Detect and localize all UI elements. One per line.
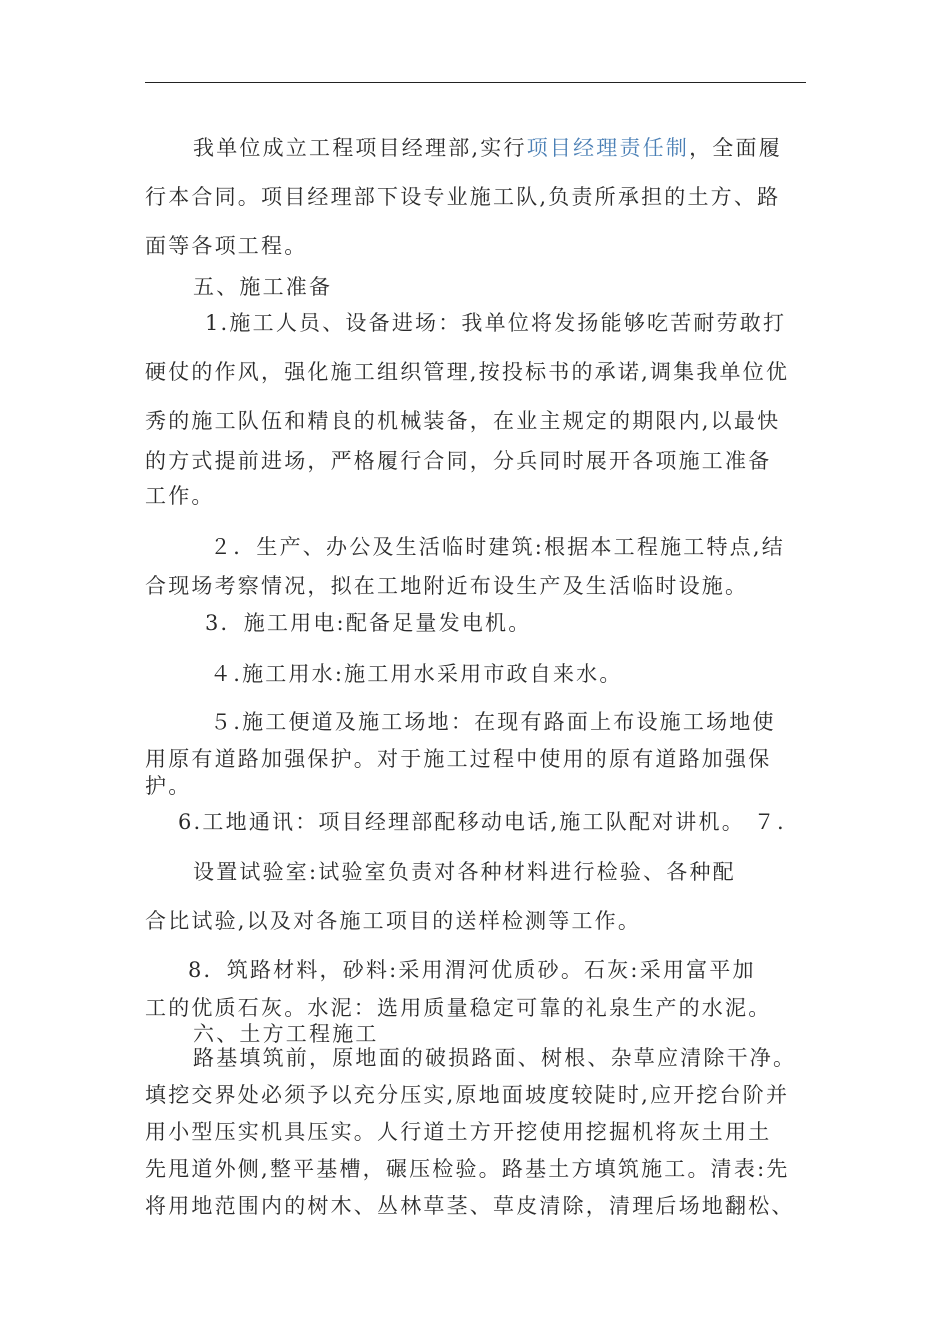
- body-line: 行本合同。项目经理部下设专业施工队,负责所承担的土方、路: [145, 185, 781, 209]
- body-line: 填挖交界处必须予以充分压实,原地面坡度较陡时,应开挖台阶并: [145, 1083, 790, 1107]
- body-line: ４.施工用水:施工用水采用市政自来水。: [210, 662, 623, 686]
- body-line: 先甩道外侧,整平基槽，碾压检验。路基土方填筑施工。清表:先: [145, 1157, 790, 1181]
- body-line: ２．生产、办公及生活临时建筑:根据本工程施工特点,结: [210, 535, 785, 559]
- body-line: 工的优质石灰。水泥：选用质量稳定可靠的礼泉生产的水泥。: [145, 996, 772, 1020]
- body-line: 路基填筑前，原地面的破损路面、树根、杂草应清除干净。: [193, 1046, 797, 1070]
- body-line: 面等各项工程。: [145, 234, 308, 258]
- header-rule: [145, 82, 806, 83]
- body-line: 硬仗的作风，强化施工组织管理,按投标书的承诺,调集我单位优: [145, 360, 790, 384]
- body-line: 的方式提前进场，严格履行合同，分兵同时展开各项施工准备: [145, 449, 772, 473]
- body-line: 8．筑路材料，砂料:采用渭河优质砂。石灰:采用富平加: [188, 958, 756, 982]
- body-line: 合现场考察情况，拟在工地附近布设生产及生活临时设施。: [145, 574, 749, 598]
- section-heading: 五、施工准备: [193, 275, 333, 299]
- body-line: ５.施工便道及施工场地：在现有路面上布设施工场地使: [210, 710, 776, 734]
- body-line: 工作。: [145, 484, 215, 508]
- body-line: 3．施工用电:配备足量发电机。: [205, 611, 532, 635]
- body-line: 将用地范围内的树木、丛林草茎、草皮清除，清理后场地翻松、: [145, 1194, 795, 1218]
- body-line: 设置试验室:试验室负责对各种材料进行检验、各种配: [193, 860, 736, 884]
- body-line: 我单位成立工程项目经理部,实行项目经理责任制，全面履: [193, 136, 782, 160]
- body-line: 用小型压实机具压实。人行道土方开挖使用挖掘机将灰土用土: [145, 1120, 772, 1144]
- body-line: 护。: [145, 774, 192, 798]
- responsibility-system-link[interactable]: 项目经理责任制: [526, 136, 690, 160]
- body-line: 6.工地通讯：项目经理部配移动电话,施工队配对讲机。 ７.: [178, 810, 786, 834]
- section-heading: 六、土方工程施工: [193, 1022, 379, 1046]
- body-line: 秀的施工队伍和精良的机械装备，在业主规定的期限内,以最快: [145, 409, 781, 433]
- body-line: 合比试验,以及对各施工项目的送样检测等工作。: [145, 909, 642, 933]
- body-line: 用原有道路加强保护。对于施工过程中使用的原有道路加强保: [145, 747, 772, 771]
- body-line: 1.施工人员、设备进场：我单位将发扬能够吃苦耐劳敢打: [205, 311, 787, 335]
